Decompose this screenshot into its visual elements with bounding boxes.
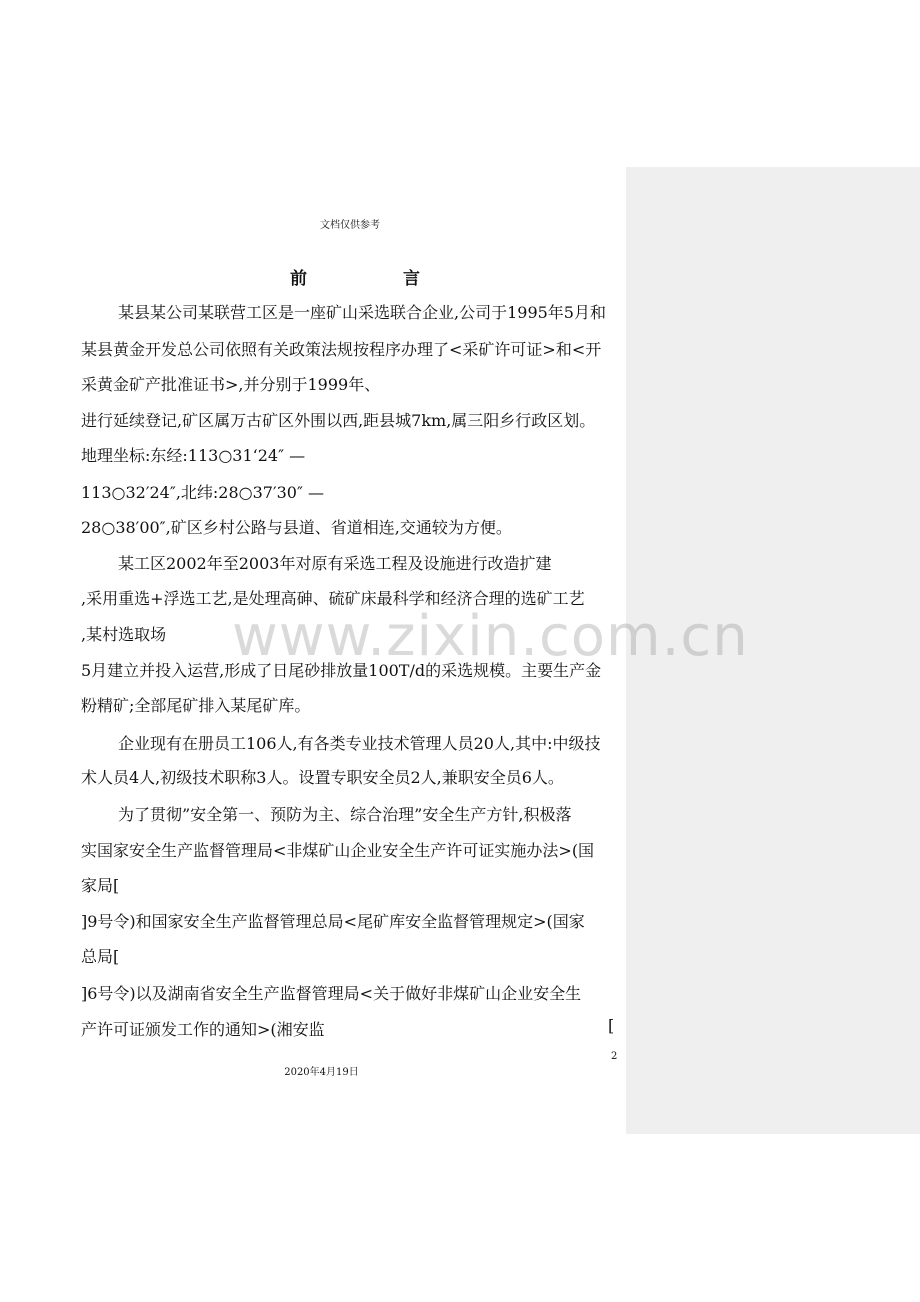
body-line: 粉精矿;全部尾矿排入某尾矿库。: [81, 696, 311, 715]
page-header: 文档仅供参考: [320, 220, 380, 231]
body-line: 某县某公司某联营工区是一座矿山采选联合企业,公司于1995年5月和: [118, 303, 606, 322]
title-char-2: 言: [403, 269, 420, 289]
document-title: [290, 264, 420, 289]
body-line: 术人员4人,初级技术职称3人。设置专职安全员2人,兼职安全员6人。: [81, 768, 564, 787]
body-line: 采黄金矿产批准证书>,并分别于1999年、: [81, 375, 381, 394]
footer-date: 2020年4月19日: [284, 1067, 359, 1078]
body-line: 地理坐标:东经:113○31‘24″ —: [81, 446, 306, 465]
body-line: 进行延续登记,矿区属万古矿区外围以西,距县城7km,属三阳乡行政区划。: [81, 411, 596, 430]
body-line: 总局[: [81, 947, 120, 966]
body-line: ,采用重选+浮选工艺,是处理高砷、硫矿床最科学和经济合理的选矿工艺: [81, 589, 585, 608]
page-number: 2: [611, 1051, 618, 1062]
body-line: ]9号令)和国家安全生产监督管理总局<尾矿库安全监督管理规定>(国家: [81, 912, 585, 931]
trailing-bracket: [: [608, 1016, 615, 1035]
body-line: 113○32′24″,北纬:28○37′30″ —: [81, 483, 325, 502]
title-char-1: 前: [290, 269, 307, 289]
body-line: 28○38′00″,矿区乡村公路与县道、省道相连,交通较为方便。: [81, 518, 512, 537]
body-line: 实国家安全生产监督管理局<非煤矿山企业安全生产许可证实施办法>(国: [81, 841, 595, 860]
body-line: ,某村选取场: [81, 625, 167, 644]
body-line: 某县黄金开发总公司依照有关政策法规按程序办理了<采矿许可证>和<开: [81, 340, 602, 359]
body-line: 家局[: [81, 876, 120, 895]
body-line: 为了贯彻”安全第一、预防为主、综合治理”安全生产方针,积极落: [118, 805, 572, 824]
body-line: 产许可证颁发工作的通知>(湘安监: [81, 1020, 325, 1039]
watermark: www.zixin.com.cn: [232, 604, 749, 669]
body-line: 5月建立并投入运营,形成了日尾砂排放量100T/d的采选规模。主要生产金: [81, 661, 602, 680]
body-line: 某工区2002年至2003年对原有采选工程及设施进行改造扩建: [118, 554, 552, 573]
body-line: 企业现有在册员工106人,有各类专业技术管理人员20人,其中:中级技: [118, 734, 601, 753]
body-line: ]6号令)以及湖南省安全生产监督管理局<关于做好非煤矿山企业安全生: [81, 984, 582, 1003]
